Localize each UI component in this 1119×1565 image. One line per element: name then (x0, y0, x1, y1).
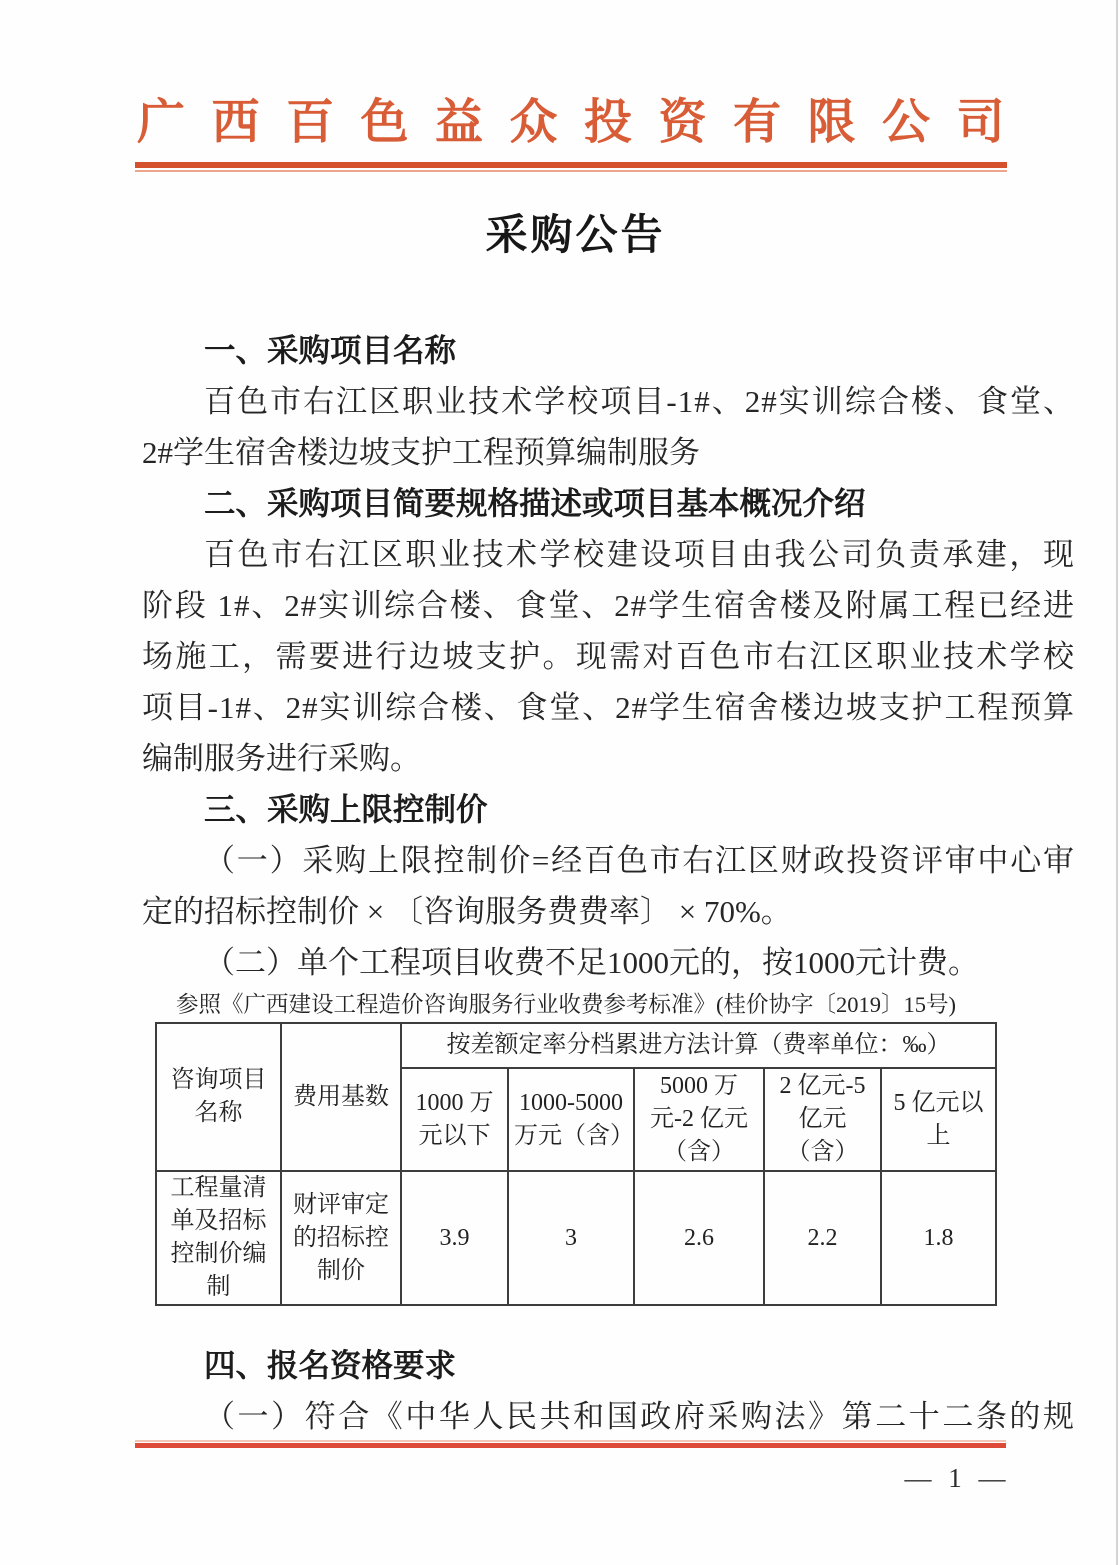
section-2-line: 编制服务进行采购。 (142, 741, 421, 776)
table-header-fee-base: 费用基数 (281, 1023, 401, 1171)
table-header-band: 按差额定率分档累进方法计算（费率单位：‰） (401, 1023, 996, 1068)
page-right-edge-line (1116, 0, 1118, 1565)
tier-header-cell: 5 亿元以上 (881, 1068, 996, 1171)
section-2-line: 场施工，需要进行边坡支护。现需对百色市右江区职业技术学校 (142, 639, 1075, 674)
section-2-line: 项目-1#、2#实训综合楼、食堂、2#学生宿舍楼边坡支护工程预算 (142, 690, 1075, 725)
document-title: 采购公告 (485, 213, 666, 259)
header-rule-thick (135, 162, 1007, 168)
section-1-line: 2#学生宿舍楼边坡支护工程预算编制服务 (142, 435, 700, 470)
section-1-heading: 一、采购项目名称 (204, 332, 457, 368)
section-4-line: （一）符合《中华人民共和国政府采购法》第二十二条的规 (204, 1399, 1075, 1434)
footer-rule (135, 1443, 1006, 1448)
tier-header-cell: 2 亿元-5 亿元（含） (764, 1068, 881, 1171)
page-number: — 1 — (904, 1463, 1006, 1493)
table-cell-rate: 3 (508, 1171, 634, 1305)
company-name: 广西百色益众投资有限公司 (137, 96, 1032, 149)
fee-rate-table (155, 1022, 997, 1306)
section-2-heading: 二、采购项目简要规格描述或项目基本概况介绍 (204, 485, 866, 521)
table-cell-rate: 2.6 (634, 1171, 764, 1305)
section-1-line: 百色市右江区职业技术学校项目-1#、2#实训综合楼、食堂、 (204, 384, 1075, 419)
section-3-item-1-line: （一）采购上限控制价=经百色市右江区财政投资评审中心审 (204, 843, 1075, 878)
tier-header-cell: 5000 万元-2 亿元（含） (634, 1068, 764, 1171)
tier-header-cell: 1000-5000 万元（含） (508, 1068, 634, 1171)
tier-header-cell: 1000 万元以下 (401, 1068, 508, 1171)
section-4-heading: 四、报名资格要求 (204, 1347, 457, 1383)
table-header-project-name: 咨询项目名称 (156, 1023, 281, 1171)
footer-rule-light (135, 1440, 1006, 1442)
table-cell-rate: 3.9 (401, 1171, 508, 1305)
header-rule-thin (135, 170, 1007, 172)
section-2-line: 百色市右江区职业技术学校建设项目由我公司负责承建，现 (204, 537, 1075, 572)
table-cell-fee-base: 财评审定的招标控制价 (281, 1171, 401, 1305)
table-cell-rate: 2.2 (764, 1171, 881, 1305)
section-3-item-1-line: 定的招标控制价 × 〔咨询服务费费率〕 × 70%。 (142, 894, 792, 929)
table-cell-rate: 1.8 (881, 1171, 996, 1305)
section-2-line: 阶段 1#、2#实训综合楼、食堂、2#学生宿舍楼及附属工程已经进 (142, 588, 1075, 623)
table-cell-project-name: 工程量清单及招标控制价编制 (156, 1171, 281, 1305)
section-3-item-2: （二）单个工程项目收费不足1000元的，按1000元计费。 (204, 945, 979, 980)
section-3-heading: 三、采购上限控制价 (204, 791, 488, 827)
document-body (142, 325, 1075, 1442)
fee-standard-note: 参照《广西建设工程造价咨询服务行业收费参考标准》(桂价协字〔2019〕15号) (176, 992, 956, 1017)
